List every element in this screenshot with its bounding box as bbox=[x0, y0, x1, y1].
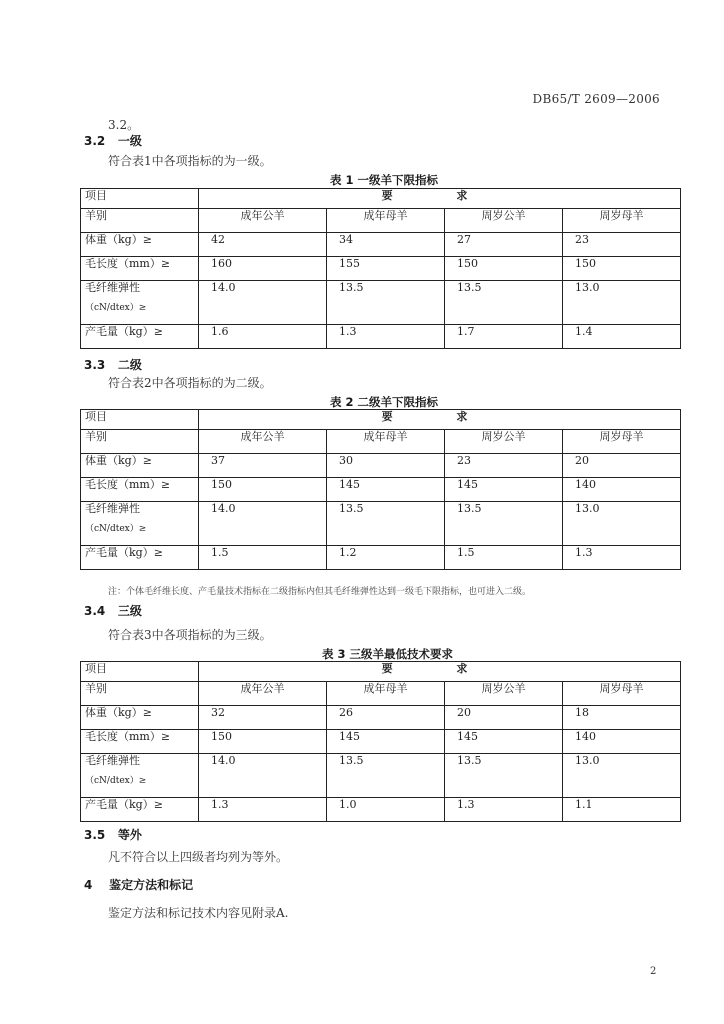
section-3-4-text: 符合表3中各项指标的为三级。 bbox=[108, 628, 272, 642]
header-item: 项目 bbox=[81, 410, 199, 430]
row-label bbox=[81, 281, 199, 325]
col-yearling-ram: 周岁公羊 bbox=[445, 430, 563, 454]
table-cell: 1.4 bbox=[563, 325, 681, 349]
table-cell: 37 bbox=[199, 454, 327, 478]
table-row bbox=[81, 257, 681, 281]
col-adult-ram: 成年公羊 bbox=[199, 209, 327, 233]
section-4-text: 鉴定方法和标记技术内容见附录A. bbox=[108, 906, 289, 920]
table-row bbox=[81, 706, 681, 730]
row-label-text: 毛纤维弹性 bbox=[85, 281, 140, 294]
table-cell: 13.0 bbox=[563, 281, 681, 325]
table-cell: 150 bbox=[563, 257, 681, 281]
table-cell: 1.3 bbox=[327, 325, 445, 349]
table-cell: 13.5 bbox=[327, 281, 445, 325]
table-cell: 1.2 bbox=[327, 546, 445, 570]
table-cell: 13.5 bbox=[445, 754, 563, 798]
table-cell: 150 bbox=[199, 478, 327, 502]
table-cell: 150 bbox=[199, 730, 327, 754]
table-row bbox=[81, 730, 681, 754]
table-cell: 145 bbox=[445, 730, 563, 754]
section-title: 鉴定方法和标记 bbox=[109, 878, 194, 892]
table-cell: 1.5 bbox=[199, 546, 327, 570]
section-number: 3.4 bbox=[84, 604, 106, 618]
table-2 bbox=[80, 409, 681, 570]
table-cell: 26 bbox=[327, 706, 445, 730]
table-3-caption: 表 3 三级羊最低技术要求 bbox=[322, 647, 454, 661]
table-cell: 160 bbox=[199, 257, 327, 281]
col-yearling-ewe: 周岁母羊 bbox=[563, 682, 681, 706]
table-row bbox=[81, 454, 681, 478]
table-cell: 145 bbox=[327, 478, 445, 502]
row-label-text: 毛纤维弹性 bbox=[85, 502, 140, 515]
table-cell: 145 bbox=[327, 730, 445, 754]
col-adult-ewe: 成年母羊 bbox=[327, 682, 445, 706]
table-1-caption: 表 1 一级羊下限指标 bbox=[330, 173, 439, 187]
row-label bbox=[81, 502, 199, 546]
section-3-3-heading bbox=[84, 356, 142, 373]
table-row bbox=[81, 546, 681, 570]
table-cell: 42 bbox=[199, 233, 327, 257]
row-label: 体重（kg）≥ bbox=[81, 706, 199, 730]
col-yearling-ram: 周岁公羊 bbox=[445, 682, 563, 706]
table-cell: 1.3 bbox=[563, 546, 681, 570]
row-label: 产毛量（kg）≥ bbox=[81, 546, 199, 570]
row-label-unit: （cN/dtex）≥ bbox=[85, 303, 147, 313]
section-number: 3.3 bbox=[84, 358, 106, 372]
row-label: 体重（kg）≥ bbox=[81, 233, 199, 257]
table-cell: 27 bbox=[445, 233, 563, 257]
section-3-3-text: 符合表2中各项指标的为二级。 bbox=[108, 376, 272, 390]
table-cell: 1.7 bbox=[445, 325, 563, 349]
table-cell: 1.3 bbox=[199, 798, 327, 822]
table-cell: 150 bbox=[445, 257, 563, 281]
section-title: 一级 bbox=[117, 134, 142, 148]
table-cell: 14.0 bbox=[199, 281, 327, 325]
row-label: 毛长度（mm）≥ bbox=[81, 478, 199, 502]
table-cell: 13.5 bbox=[445, 281, 563, 325]
table-cell: 13.0 bbox=[563, 502, 681, 546]
table-1 bbox=[80, 188, 681, 349]
table-cell: 23 bbox=[563, 233, 681, 257]
table-cell: 13.5 bbox=[327, 754, 445, 798]
table-row bbox=[81, 281, 681, 325]
row-label: 毛长度（mm）≥ bbox=[81, 257, 199, 281]
col-yearling-ewe: 周岁母羊 bbox=[563, 209, 681, 233]
row-label: 体重（kg）≥ bbox=[81, 454, 199, 478]
table-3 bbox=[80, 661, 681, 822]
section-number: 3.5 bbox=[84, 828, 106, 842]
row-label-unit: （cN/dtex）≥ bbox=[85, 524, 147, 534]
header-breed: 羊别 bbox=[81, 430, 199, 454]
table-2-note: 注：个体毛纤维长度、产毛量技术指标在二级指标内但其毛纤维弹性达到一级毛下限指标，也可进入二级。 bbox=[108, 587, 532, 597]
row-label: 产毛量（kg）≥ bbox=[81, 798, 199, 822]
section-title: 三级 bbox=[117, 604, 142, 618]
table-cell: 13.0 bbox=[563, 754, 681, 798]
table-cell: 20 bbox=[445, 706, 563, 730]
header-breed: 羊别 bbox=[81, 682, 199, 706]
header-item: 项目 bbox=[81, 662, 199, 682]
section-3-4-heading bbox=[84, 602, 142, 619]
table-cell: 14.0 bbox=[199, 502, 327, 546]
table-cell: 145 bbox=[445, 478, 563, 502]
section-title: 二级 bbox=[117, 358, 142, 372]
table-cell: 13.5 bbox=[445, 502, 563, 546]
table-cell: 18 bbox=[563, 706, 681, 730]
table-cell: 34 bbox=[327, 233, 445, 257]
col-adult-ram: 成年公羊 bbox=[199, 682, 327, 706]
row-label: 毛长度（mm）≥ bbox=[81, 730, 199, 754]
header-breed: 羊别 bbox=[81, 209, 199, 233]
table-row bbox=[81, 233, 681, 257]
table-cell: 155 bbox=[327, 257, 445, 281]
col-adult-ewe: 成年母羊 bbox=[327, 430, 445, 454]
table-cell: 32 bbox=[199, 706, 327, 730]
table-cell: 1.1 bbox=[563, 798, 681, 822]
section-title: 等外 bbox=[117, 828, 142, 842]
table-cell: 1.0 bbox=[327, 798, 445, 822]
section-3-5-heading bbox=[84, 826, 142, 843]
table-cell: 1.5 bbox=[445, 546, 563, 570]
section-3-2-heading bbox=[84, 132, 142, 149]
col-yearling-ram: 周岁公羊 bbox=[445, 209, 563, 233]
row-label-unit: （cN/dtex）≥ bbox=[85, 776, 147, 786]
section-3-2-text: 符合表1中各项指标的为一级。 bbox=[108, 154, 272, 168]
section-3-5-text: 凡不符合以上四级者均列为等外。 bbox=[108, 850, 289, 864]
table-cell: 30 bbox=[327, 454, 445, 478]
table-cell: 14.0 bbox=[199, 754, 327, 798]
table-cell: 20 bbox=[563, 454, 681, 478]
col-adult-ewe: 成年母羊 bbox=[327, 209, 445, 233]
row-label bbox=[81, 754, 199, 798]
section-4-heading bbox=[84, 876, 193, 893]
col-adult-ram: 成年公羊 bbox=[199, 430, 327, 454]
header-requirement: 要 求 bbox=[199, 410, 681, 430]
table-row bbox=[81, 798, 681, 822]
table-cell: 140 bbox=[563, 478, 681, 502]
top-fragment: 3.2。 bbox=[108, 118, 140, 132]
page-number: 2 bbox=[650, 966, 657, 977]
table-cell: 1.6 bbox=[199, 325, 327, 349]
section-number: 3.2 bbox=[84, 134, 106, 148]
table-cell: 13.5 bbox=[327, 502, 445, 546]
header-requirement: 要 求 bbox=[199, 189, 681, 209]
table-cell: 1.3 bbox=[445, 798, 563, 822]
table-row bbox=[81, 325, 681, 349]
table-row bbox=[81, 478, 681, 502]
table-2-caption: 表 2 二级羊下限指标 bbox=[330, 395, 439, 409]
table-row bbox=[81, 754, 681, 798]
row-label-text: 毛纤维弹性 bbox=[85, 754, 140, 767]
table-cell: 140 bbox=[563, 730, 681, 754]
header-item: 项目 bbox=[81, 189, 199, 209]
document-number: DB65/T 2609—2006 bbox=[532, 92, 660, 106]
col-yearling-ewe: 周岁母羊 bbox=[563, 430, 681, 454]
row-label: 产毛量（kg）≥ bbox=[81, 325, 199, 349]
table-cell: 23 bbox=[445, 454, 563, 478]
section-number: 4 bbox=[84, 878, 93, 892]
header-requirement: 要 求 bbox=[199, 662, 681, 682]
table-row bbox=[81, 502, 681, 546]
